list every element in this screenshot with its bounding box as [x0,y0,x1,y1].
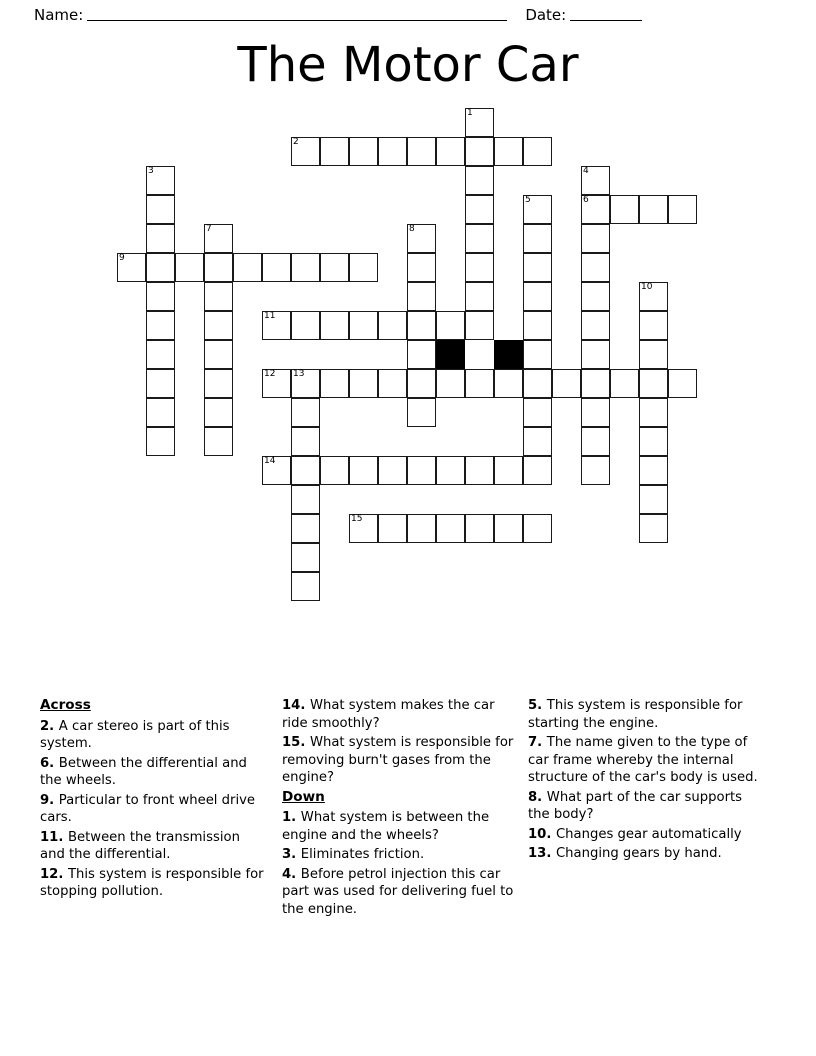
grid-cell[interactable] [436,311,465,340]
clue-item-text: Eliminates friction. [300,847,425,862]
clue-item-number: 8. [528,789,547,805]
clue-item [40,755,268,790]
clue-item-number: 2. [40,718,59,734]
grid-cell[interactable] [581,195,610,224]
clue-item-number: 1. [282,810,301,825]
grid-cell[interactable] [291,543,320,572]
grid-cell[interactable] [581,456,610,485]
grid-cell[interactable] [581,340,610,369]
grid-cell[interactable] [378,514,407,543]
grid-block [436,340,465,369]
grid-cell[interactable] [610,195,639,224]
grid-cell[interactable] [465,224,494,253]
clue-list-across-part1 [40,718,268,901]
grid-cell[interactable] [465,311,494,340]
grid-cell[interactable] [146,311,175,340]
grid-cell[interactable] [291,572,320,601]
down-heading: Down [282,788,325,805]
clue-item-text: What system is between the engine and the wheels? [282,810,490,843]
grid-cell[interactable] [581,427,610,456]
clue-number: 11 [264,311,276,321]
grid-cell[interactable] [523,398,552,427]
grid-cell[interactable] [436,456,465,485]
clue-column-2 [282,697,528,987]
clue-item [282,866,514,919]
clue-item-text: This system is responsible for starting the engine. [528,698,743,731]
grid-cell[interactable] [233,253,262,282]
grid-cell[interactable] [291,485,320,514]
clue-number: 3 [148,166,154,176]
clue-number: 2 [293,137,299,147]
clue-list-down-part2 [528,697,760,863]
grid-cell[interactable] [639,282,668,311]
grid-cell[interactable] [436,369,465,398]
grid-cell[interactable] [146,369,175,398]
grid-cell[interactable] [204,282,233,311]
grid-cell[interactable] [204,253,233,282]
clue-item [282,697,514,732]
grid-cell[interactable] [146,253,175,282]
grid-cell[interactable] [146,398,175,427]
grid-cell[interactable] [349,456,378,485]
grid-cell[interactable] [494,137,523,166]
grid-cell[interactable] [146,427,175,456]
grid-cell[interactable] [639,195,668,224]
clue-item [282,809,514,844]
clue-item-text: Particular to front wheel drive cars. [40,792,256,825]
clue-item [528,826,760,844]
grid-cell[interactable] [523,514,552,543]
clue-item-number: 13. [528,846,556,861]
grid-cell[interactable] [494,369,523,398]
clue-number: 8 [409,224,415,234]
clue-item-number: 12. [40,866,68,882]
grid-cell[interactable] [349,137,378,166]
clue-item-text: Changing gears by hand. [555,846,722,861]
grid-cell[interactable] [523,282,552,311]
grid-cell[interactable] [349,311,378,340]
grid-cell[interactable] [146,340,175,369]
date-label: Date: [525,6,567,24]
grid-cell[interactable] [146,282,175,311]
grid-cell[interactable] [436,514,465,543]
clue-item [40,792,268,827]
grid-cell[interactable] [581,282,610,311]
clue-item [282,734,514,787]
grid-cell[interactable] [291,398,320,427]
clue-item [528,845,760,863]
grid-cell[interactable] [204,427,233,456]
grid-cell[interactable] [552,369,581,398]
grid-cell[interactable] [320,456,349,485]
clue-number: 4 [583,166,589,176]
grid-cell[interactable] [523,253,552,282]
clue-number: 7 [206,224,212,234]
clue-item-number: 14. [282,698,310,713]
grid-cell[interactable] [639,340,668,369]
clue-item-text: What system makes the car ride smoothly? [282,698,495,731]
grid-cell[interactable] [378,456,407,485]
grid-cell[interactable] [204,369,233,398]
grid-cell[interactable] [407,398,436,427]
grid-cell[interactable] [610,369,639,398]
clue-item-text: A car stereo is part of this system. [40,718,230,751]
grid-cell[interactable] [407,514,436,543]
clue-number: 6 [583,195,589,205]
grid-cell[interactable] [117,253,146,282]
grid-cell[interactable] [465,369,494,398]
clue-item [40,829,268,864]
grid-cell[interactable] [407,369,436,398]
clue-item [40,866,268,901]
grid-cell[interactable] [204,311,233,340]
grid-cell[interactable] [668,195,697,224]
page-title: The Motor Car [237,37,579,93]
grid-cell[interactable] [465,195,494,224]
grid-cell[interactable] [291,369,320,398]
clue-item-number: 11. [40,829,68,845]
grid-cell[interactable] [523,311,552,340]
grid-cell[interactable] [349,514,378,543]
clue-item-text: Changes gear automatically [555,826,742,842]
grid-cell[interactable] [581,166,610,195]
grid-cell[interactable] [523,369,552,398]
clue-number: 1 [467,108,473,118]
clue-item [528,734,760,787]
grid-cell[interactable] [581,369,610,398]
clue-item-number: 3. [282,847,301,862]
grid-cell[interactable] [262,456,291,485]
grid-cell[interactable] [204,340,233,369]
grid-cell[interactable] [320,253,349,282]
clue-column-3 [528,697,774,987]
clue-item [282,846,514,864]
grid-cell[interactable] [262,369,291,398]
grid-cell[interactable] [581,311,610,340]
grid-cell[interactable] [523,195,552,224]
grid-cell[interactable] [204,398,233,427]
clue-list-down-part1 [282,809,514,918]
grid-cell[interactable] [407,340,436,369]
clue-number: 14 [264,456,276,466]
grid-cell[interactable] [523,340,552,369]
grid-cell[interactable] [523,456,552,485]
clue-item-number: 4. [282,866,301,882]
grid-cell[interactable] [349,253,378,282]
clue-item [40,718,268,753]
grid-cell[interactable] [291,311,320,340]
grid-cell[interactable] [494,456,523,485]
grid-cell[interactable] [407,224,436,253]
grid-cell[interactable] [639,514,668,543]
grid-cell[interactable] [291,253,320,282]
clue-column-1 [40,697,282,987]
grid-cell[interactable] [378,311,407,340]
grid-cell[interactable] [146,224,175,253]
grid-cell[interactable] [407,137,436,166]
clue-item-text: Between the transmission and the differential. [40,829,240,862]
grid-cell[interactable] [291,427,320,456]
grid-cell[interactable] [639,369,668,398]
clue-item-text: Between the differential and the wheels. [40,755,247,788]
across-heading: Across [40,697,91,713]
clue-item-number: 7. [528,735,547,750]
grid-cell[interactable] [639,427,668,456]
grid-cell[interactable] [465,456,494,485]
clue-number: 9 [119,253,125,263]
grid-cell[interactable] [349,369,378,398]
grid-cell[interactable] [175,253,204,282]
clue-item-number: 5. [528,698,547,713]
clue-item-number: 6. [40,755,59,771]
clue-item-text: What system is responsible for removing burn't gases from the engine? [282,735,514,785]
clue-number: 13 [293,369,305,379]
grid-cell[interactable] [262,311,291,340]
grid-cell[interactable] [581,224,610,253]
grid-cell[interactable] [639,485,668,514]
grid-cell[interactable] [523,137,552,166]
clue-list-across-part2 [282,697,514,787]
grid-cell[interactable] [320,137,349,166]
clue-item-number: 9. [40,792,59,808]
clues-area [0,697,816,987]
clue-item [528,789,760,824]
grid-cell[interactable] [639,456,668,485]
grid-cell[interactable] [523,224,552,253]
grid-cell[interactable] [581,253,610,282]
grid-cell[interactable] [146,195,175,224]
grid-cell[interactable] [523,427,552,456]
grid-cell[interactable] [320,311,349,340]
clue-number: 12 [264,369,276,379]
grid-cell[interactable] [581,398,610,427]
grid-cell[interactable] [204,224,233,253]
grid-block [494,340,523,369]
clue-item-text: Before petrol injection this car part was used for delivering fuel to the engine. [282,866,514,917]
grid-cell[interactable] [465,253,494,282]
grid-cell[interactable] [407,282,436,311]
clue-item [528,697,760,732]
grid-cell[interactable] [465,282,494,311]
grid-cell[interactable] [291,514,320,543]
grid-cell[interactable] [465,166,494,195]
grid-cell[interactable] [465,137,494,166]
grid-cell[interactable] [465,514,494,543]
grid-cell[interactable] [668,369,697,398]
grid-cell[interactable] [639,311,668,340]
clue-item-text: This system is responsible for stopping pollution. [40,866,264,899]
grid-cell[interactable] [407,311,436,340]
clue-number: 5 [525,195,531,205]
clue-number: 15 [351,514,363,524]
grid-cell[interactable] [378,369,407,398]
grid-cell[interactable] [407,253,436,282]
clue-item-text: The name given to the type of car frame whereby the internal structure of the car's body is used. [528,735,758,785]
clue-number: 10 [641,282,653,292]
grid-cell[interactable] [291,137,320,166]
grid-cell[interactable] [378,137,407,166]
clue-item-text: What part of the car supports the body? [528,789,743,822]
grid-cell[interactable] [639,398,668,427]
name-label: Name: [34,6,84,24]
clue-item-number: 10. [528,826,556,842]
grid-cell[interactable] [494,514,523,543]
grid-cell[interactable] [407,456,436,485]
grid-cell[interactable] [262,253,291,282]
grid-cell[interactable] [146,166,175,195]
grid-cell[interactable] [465,108,494,137]
grid-cell[interactable] [436,137,465,166]
grid-cell[interactable] [320,369,349,398]
grid-cell[interactable] [291,456,320,485]
clue-item-number: 15. [282,735,310,750]
